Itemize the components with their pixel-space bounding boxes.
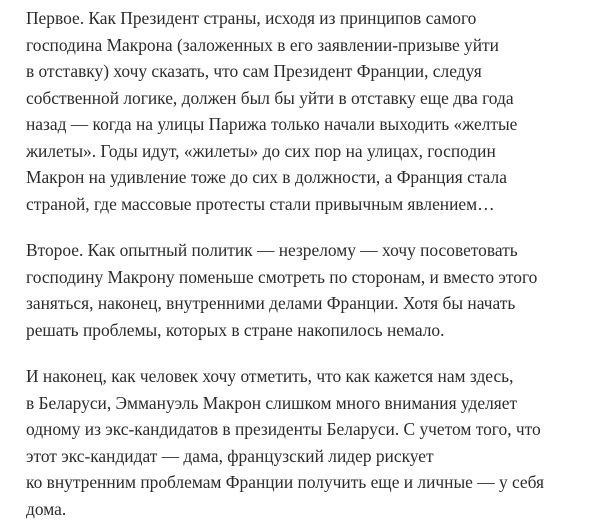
- paragraph-line: И наконец, как человек хочу отметить, что как кажется нам здесь,: [26, 363, 586, 390]
- paragraph-line: в отставку) хочу сказать, что сам Президент Франции, следуя: [26, 58, 586, 85]
- paragraph-line: Макрон на удивление тоже до сих в должности, а Франция стала: [26, 164, 586, 191]
- paragraph-line: дома.: [26, 496, 586, 522]
- paragraph-third: [26, 363, 586, 522]
- paragraph-first: [26, 5, 586, 217]
- article-body: [26, 5, 586, 522]
- paragraph-line: заняться, наконец, внутренними делами Франции. Хотя бы начать: [26, 290, 586, 317]
- paragraph-line: Первое. Как Президент страны, исходя из принципов самого: [26, 5, 586, 32]
- paragraph-line: собственной логике, должен был бы уйти в отставку еще два года: [26, 85, 586, 112]
- paragraph-line: господину Макрону поменьше смотреть по сторонам, и вместо этого: [26, 264, 586, 291]
- paragraph-line: решать проблемы, которых в стране накопилось немало.: [26, 317, 586, 344]
- paragraph-line: страной, где массовые протесты стали привычным явлением…: [26, 191, 586, 218]
- paragraph-line: жилеты». Годы идут, «жилеты» до сих пор на улицах, господин: [26, 138, 586, 165]
- paragraph-line: назад — когда на улицы Парижа только начали выходить «желтые: [26, 111, 586, 138]
- paragraph-line: ко внутренним проблемам Франции получить еще и личные — у себя: [26, 469, 586, 496]
- paragraph-line: этот экс-кандидат — дама, французский лидер рискует: [26, 443, 586, 470]
- paragraph-line: Второе. Как опытный политик — незрелому — хочу посоветовать: [26, 237, 586, 264]
- paragraph-second: [26, 237, 586, 343]
- paragraph-line: в Беларуси, Эммануэль Макрон слишком много внимания уделяет: [26, 390, 586, 417]
- paragraph-line: одному из экс-кандидатов в президенты Беларуси. С учетом того, что: [26, 416, 586, 443]
- paragraph-line: господина Макрона (заложенных в его заявлении-призыве уйти: [26, 32, 586, 59]
